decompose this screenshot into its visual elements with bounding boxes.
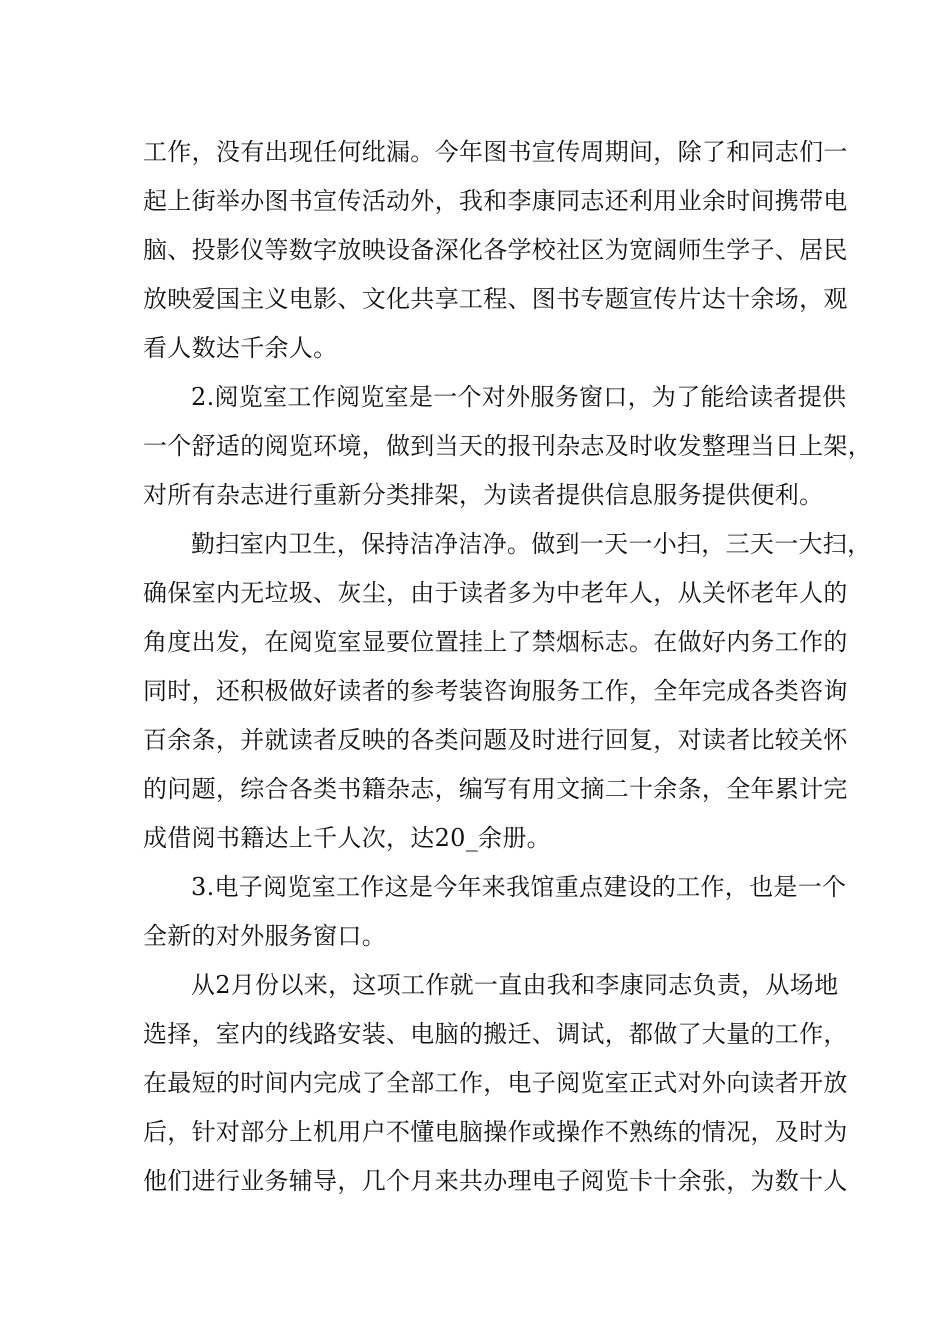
text-line: 角度出发，在阅览室显要位置挂上了禁烟标志。在做好内务工作的 [143,628,848,656]
document-body [143,128,872,1206]
paragraph-start-line: 2.阅览室工作阅览室是一个对外服务窗口，为了能给读者提供 [191,383,847,411]
paragraph-start-line: 3.电子阅览室工作这是今年来我馆重点建设的工作，也是一个 [191,873,847,901]
text-line: 的问题，综合各类书籍杂志，编写有用文摘二十余条，全年累计完 [143,775,848,803]
text-line: 成借阅书籍达上千人次，达20_余册。 [143,824,551,852]
text-line: 脑、投影仪等数字放映设备深化各学校社区为宽阔师生学子、居民 [143,236,848,264]
text-line: 百余条，并就读者反映的各类问题及时进行回复，对读者比较关怀 [143,726,848,754]
paragraph-start-line: 从2月份以来，这项工作就一直由我和李康同志负责，从场地 [191,971,839,999]
text-line: 确保室内无垃圾、灰尘，由于读者多为中老年人，从关怀老年人的 [143,579,848,607]
text-line: 选择，室内的线路安装、电脑的搬迁、调试，都做了大量的工作， [143,1020,848,1048]
text-line: 看人数达千余人。 [143,334,338,362]
text-line: 放映爱国主义电影、文化共享工程、图书专题宣传片达十余场，观 [143,285,848,313]
text-line: 对所有杂志进行重新分类排架，为读者提供信息服务提供便利。 [143,481,824,509]
text-line: 在最短的时间内完成了全部工作，电子阅览室正式对外向读者开放 [143,1069,848,1097]
paragraph-start-line: 勤扫室内卫生，保持洁净洁净。做到一天一小扫，三天一大扫， [191,530,872,558]
text-line: 后，针对部分上机用户不懂电脑操作或操作不熟练的情况，及时为 [143,1118,848,1146]
text-line: 全新的对外服务窗口。 [143,922,386,950]
text-line: 他们进行业务辅导，几个月来共办理电子阅览卡十余张，为数十人 [143,1167,848,1195]
text-line: 同时，还积极做好读者的参考装咨询服务工作，全年完成各类咨询 [143,677,848,705]
text-line: 工作，没有出现任何纰漏。今年图书宣传周期间，除了和同志们一 [143,138,848,166]
text-line: 一个舒适的阅览环境，做到当天的报刊杂志及时收发整理当日上架， [143,432,872,460]
text-line: 起上街举办图书宣传活动外，我和李康同志还利用业余时间携带电 [143,187,848,215]
